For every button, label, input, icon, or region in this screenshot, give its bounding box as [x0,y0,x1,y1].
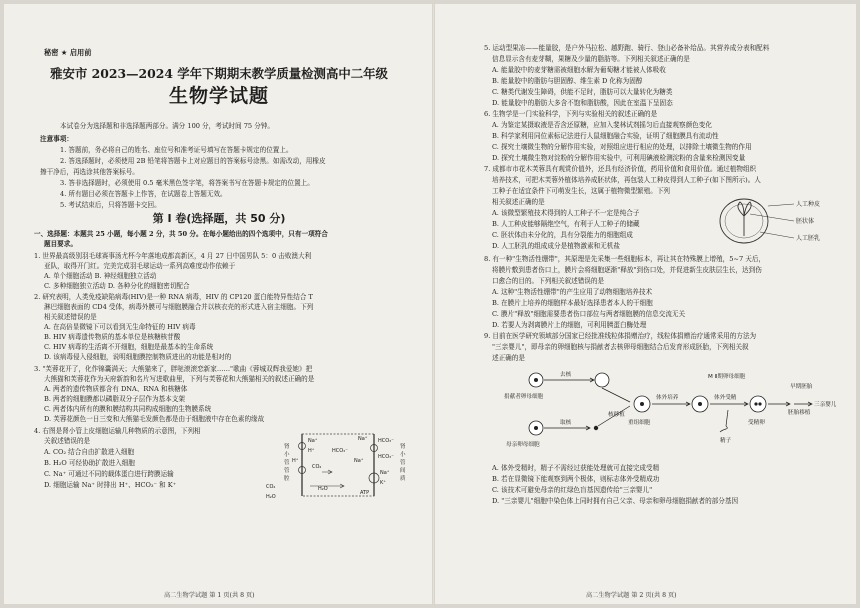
option-text: B. 两者的细胞膜都以磷脂双分子层作为基本支架 [44,395,185,403]
option-text: A. 体外受精时，精子不需经过获能处理就可直接完成受精 [492,464,660,472]
option-text: D. 能量胶中的脂肪大多含不饱和脂肪酸，因此在室温下呈固态 [492,99,673,107]
nucleus-icon [534,378,538,382]
arrow-icon [544,426,590,430]
option-text: B. HIV 病毒遗传物质的基本单位是核糖核苷酸 [44,333,181,341]
question-text: 8. 有一种"生物活性绷带"，其原理是先采集一些细胞标本，再让其在特殊膜上增殖，5~7 天后， [484,255,766,263]
ion-label: Na⁺ [308,438,318,444]
question-text: 淋巴细胞表面的 CD4 受体，病毒外膜可与细胞膜融合并以核衣壳的形式进入宿主细胞。下列 [44,303,314,311]
option-text: D. 细胞运输 Na⁺ 时排出 H⁺、HCO₃⁻ 和 K⁺ [44,481,177,489]
note-line: 5. 考试结束后，只将答题卡交回。 [60,201,161,209]
molecule-label: CO₂ [266,484,276,490]
option-text: C. 两者体内所有的膜和膜结构共同构成细胞的生物膜系统 [44,405,212,413]
svg-text:管: 管 [284,460,290,466]
question-text: 3. "芙蓉花开了，化作锦囊满天；大熊猫来了，胖哒滚滚恋新家……"歌曲《蓉城双辉我爱她》把 [34,365,313,373]
option-text: D. 人工胚乳的组成成分是植物激素和无机盐 [492,242,620,250]
three-parent-baby-diagram [490,366,842,458]
question-text: 工种子在适宜条件下可萌发生长，这属于植物微型繁殖。下列 [492,187,671,195]
arrow-icon [652,402,690,406]
flow-label: 精子 [720,438,732,444]
exam-sheet [4,4,856,604]
question-text: 1. 世界最高级别羽毛球赛事汤尤杯今年落地成都高新区，4 月 27 日中国男队 5：0 击败澳大利 [34,252,312,260]
seed-label: 人工胚乳 [796,235,821,242]
ion-label: H⁺ [292,458,299,464]
ion-label: Na⁺ [354,458,364,464]
zygote-icon [750,396,766,412]
option-text: C. 胚状体由未分化的，具有分裂能力的细胞组成 [492,231,633,239]
option-text: C. 糖类代谢发生障碍，供能不足时，脂肪可以大量转化为糖类 [492,88,673,96]
subject-title: 生物学试题 [168,85,269,107]
option-text: B. H₂O 可经协助扩散进入细胞 [44,459,135,467]
option-text: B. 科学家利用同位素标记法进行人鼠细胞融合实验，证明了细胞膜具有流动性 [492,132,719,140]
ion-label: HCO₃⁻ [378,454,394,460]
svg-text:小: 小 [400,452,406,458]
embryoid-icon [738,202,751,236]
option-text: B. 在膜片上培养的细胞样本最好选择患者本人的干细胞 [492,299,653,307]
option-text: B. 能量胶中的脂肪与胆固醇、维生素 D 化称为固醇 [492,77,643,85]
isolated-nucleus-icon [594,426,598,430]
ion-label: Na⁺ [358,436,368,442]
option-text: D. 芙蓉花颜色一日三变和大熊猫毛发颜色都是由于细胞液中存在色素的缘故 [44,415,265,423]
option-text: A. 为鉴定某摄取液是否含还原糖，应加入斐林试剂摇匀后直接观察颜色变化 [492,121,712,129]
note-line: 3. 答非选择题时，必须使用 0.5 毫米黑色签字笔，将答案书写在答题卡规定的位置上。 [60,179,314,187]
ion-label: Na⁺ [380,470,390,476]
svg-text:间: 间 [400,468,406,474]
flow-label: 核移植 [608,412,625,418]
flow-label: 三亲婴儿 [814,402,837,408]
option-text: D. 该病毒侵入侵细胞，说明细胞膜控制物质进出的功能是相对的 [44,353,232,361]
question-text: 关叙述错误的是 [44,437,91,445]
page-footer: 高二生物学试题 第 2 页(共 8 页) [586,592,677,599]
enucleated-egg-icon [595,373,609,387]
instructions: 题目要求。 [44,240,77,248]
option-text: C. 多种细胞独立活动 D. 各种分化的细胞密切配合 [44,282,190,290]
question-text: 相关叙述错误的是 [44,313,97,321]
option-text: C. HIV 病毒的生活离不开细胞，细胞是最基本的生命系统 [44,343,214,351]
option-text: A. 该微型繁殖技术得到的人工种子不一定是纯合子 [492,209,640,217]
option-text: A. 能量胶中的麦芽糖需被细胞水解为葡萄糖才能被人体吸收 [492,66,666,74]
svg-text:质: 质 [400,476,406,482]
intro-text: 本试卷分为选择题和非选择题两部分。满分 100 分，考试时间 75 分钟。 [60,122,274,130]
artificial-seed-diagram [714,194,844,248]
exam-title: 雅安市 2023—2024 学年下期期末教学质量检测高中二年级 [50,66,388,81]
flow-label: 捐献者卵母细胞 [504,394,544,400]
option-text: A. CO₂ 结合自由扩散进入细胞 [44,448,135,456]
nucleus-icon [534,426,538,430]
option-text: A. 两者的遗传物质都含有 DNA、RNA 和核糖体 [44,385,188,393]
option-text: C. 膜片"释放"细胞需要患者伤口部位与两者细胞膜的信息交流无关 [492,310,686,318]
ion-label: K⁺ [380,480,386,486]
svg-text:小: 小 [284,452,290,458]
question-text: 9. 目前在医学研究领域部分国家已经批准线粒体捐赠治疗，线粒体捐赠治疗通常采用的方法为 [484,332,757,340]
option-text: B. 人工种皮能够隔绝空气，有利于人工种子的储藏 [492,220,640,228]
page-1 [4,4,434,604]
note-line: 4. 所有题目必须在答题卡上作答，在试题卷上答题无效。 [60,190,227,198]
seed-label: 胚状体 [796,218,815,225]
question-text: 相关叙述正确的是 [492,198,545,206]
arrow-icon [322,470,332,474]
option-text: C. 探究土壤微生物的分解作用实验，对照组应进行相应的处理，以排除土壤微生物的作用 [492,143,752,151]
instructions: 一、选择题：本题共 25 小题，每小题 2 分，共 50 分。在每小题给出的四个选项中，只有一项符合 [34,230,328,238]
option-text: D. 探究土壤微生物对淀粉的分解作用实验中，可利用碘液检测淀粉的含量来检测因变量 [492,154,746,162]
question-text: 5. 运动型果冻——能量胶，是户外马拉松、越野跑、骑行、登山必备补给品。其营养成分表和配料 [484,44,770,52]
question-text: 7. 成都市市花木芙蓉具有观赏价值外，还具有经济价值，药用价值和食用价值。通过植物组织 [484,165,757,173]
question-text: 将膜片敷到患者伤口上，膜片会将细胞逐渐"释放"到伤口处，并促进新生皮肤层生长，达到伤 [492,266,762,274]
sperm-icon [720,410,728,432]
question-text: 培养技术，可把木芙蓉外植体培养成胚状体，再包装人工种皮得到人工种子(如下图所示)。人 [492,176,761,184]
arrow-icon [768,402,790,406]
nucleus-icon [698,402,702,406]
arrow-icon [544,378,594,382]
flow-label: 体外受精 [714,395,737,401]
option-text: A. 单个细胞活动 B. 神经细胞独立活动 [44,272,157,280]
note-line: 擦干净后，再选涂其他答案标号。 [40,168,139,176]
merge-lines [598,388,630,426]
option-text: C. Na⁺ 可通过不同的载体蛋白进行跨膜运输 [44,470,174,478]
svg-text:管: 管 [400,460,406,466]
ion-label: HCO₃⁻ [378,438,394,444]
notes-heading: 注意事项： [40,135,73,143]
option-text: C. 该技术可避免母亲的红绿色盲基因遗传给"三亲婴儿" [492,486,653,494]
question-text: 亚队，取得开门红。完美完成羽毛球运动一系列高难度动作依赖于 [44,262,236,270]
option-text: B. 若在显微镜下能观察到两个极体，则标志体外受精成功 [492,475,660,483]
question-text: 2. 研究表明，人类免疫缺陷病毒(HIV)是一种 RNA 病毒，HIV 的 CP120 蛋白能特异性结合 T [34,293,313,301]
question-text: 4. 右图是肾小管上皮细胞运输几种物质的示意图，下列相 [34,427,201,435]
pronucleus-icon [758,402,761,405]
svg-text:腔: 腔 [284,476,290,482]
arrow-icon [710,402,748,406]
svg-text:管: 管 [284,468,290,474]
pointer-line [768,204,794,206]
seed-label: 人工种皮 [796,201,821,208]
page-footer: 高二生物学试题 第 1 页(共 8 页) [164,592,255,599]
option-text: A. 这种"生物活性绷带"的产生应用了动物细胞培养技术 [492,288,653,296]
question-text: "三亲婴儿"，即母亲的卵细胞核与捐献者去核卵母细胞结合后发育形成胚胎，下列相关叙 [492,343,749,351]
question-text: 6. 生物学是一门实验科学，下列与实验相关的叙述正确的是 [484,110,658,118]
svg-text:肾: 肾 [284,444,290,450]
pronucleus-icon [754,402,757,405]
flow-label: 去核 [560,372,572,378]
question-text: 信息显示含有麦芽糊，果糖及少量的脂肪等。下列相关叙述正确的是 [492,55,690,63]
flow-label: 胚胎移植 [788,410,811,416]
ion-label: CO₂ [312,464,322,470]
flow-label: 重组细胞 [628,420,651,426]
flow-label: 母亲卵母细胞 [506,442,540,448]
question-text: 述正确的是 [492,354,525,362]
side-label-left [284,442,290,482]
flow-label: 体外培养 [656,395,679,401]
note-line: 1. 答题前，务必将自己的姓名、座位号和准考证号填写在答题卡规定的位置上。 [60,146,293,154]
pointer-line [750,214,794,221]
tubule-cell-diagram [262,428,412,504]
section-heading: 第 Ⅰ 卷(选择题，共 50 分) [152,212,286,225]
pointer-line [760,232,794,238]
svg-text:肾: 肾 [400,444,406,450]
molecule-label: H₂O [318,486,328,492]
atp-label: ATP [360,490,370,496]
confidential-mark: 秘密 ★ 启用前 [44,48,92,57]
flow-label: 早期胚胎 [790,384,813,390]
option-text: D. 若要人为剥离膜片上的细胞，可利用胰蛋白酶处理 [492,321,647,329]
option-text: D. "三亲婴儿"细胞中染色体上同时拥有自己父亲、母亲和卵母细胞捐献者的部分基因 [492,497,739,505]
question-text: 大熊猫和芙蓉花作为天府新韵和名片写进歌曲里，下列与芙蓉花和大熊猫相关的叙述正确的是 [44,375,315,383]
flow-label: 取核 [560,420,572,426]
page-2 [434,4,856,604]
ion-label: HCO₃⁻ [332,448,348,454]
note-line: 2. 答选择题时，必须使用 2B 铅笔将答题卡上对应题目的答案标号涂黑。如需改动，用橡皮 [60,157,326,165]
option-text: A. 在高倍显微镜下可以看到无生命特征的 HIV 病毒 [44,323,196,331]
molecule-label: H₂O [266,494,276,500]
side-label-right [400,442,406,482]
flow-label: 受精卵 [748,420,765,426]
nucleus-icon [640,402,644,406]
ion-label: H⁺ [308,448,315,454]
arrow-icon [794,402,812,406]
flow-label: M Ⅱ期卵母细胞 [708,374,746,380]
question-text: 口愈合的目的。下列相关叙述错误的是 [492,277,605,285]
